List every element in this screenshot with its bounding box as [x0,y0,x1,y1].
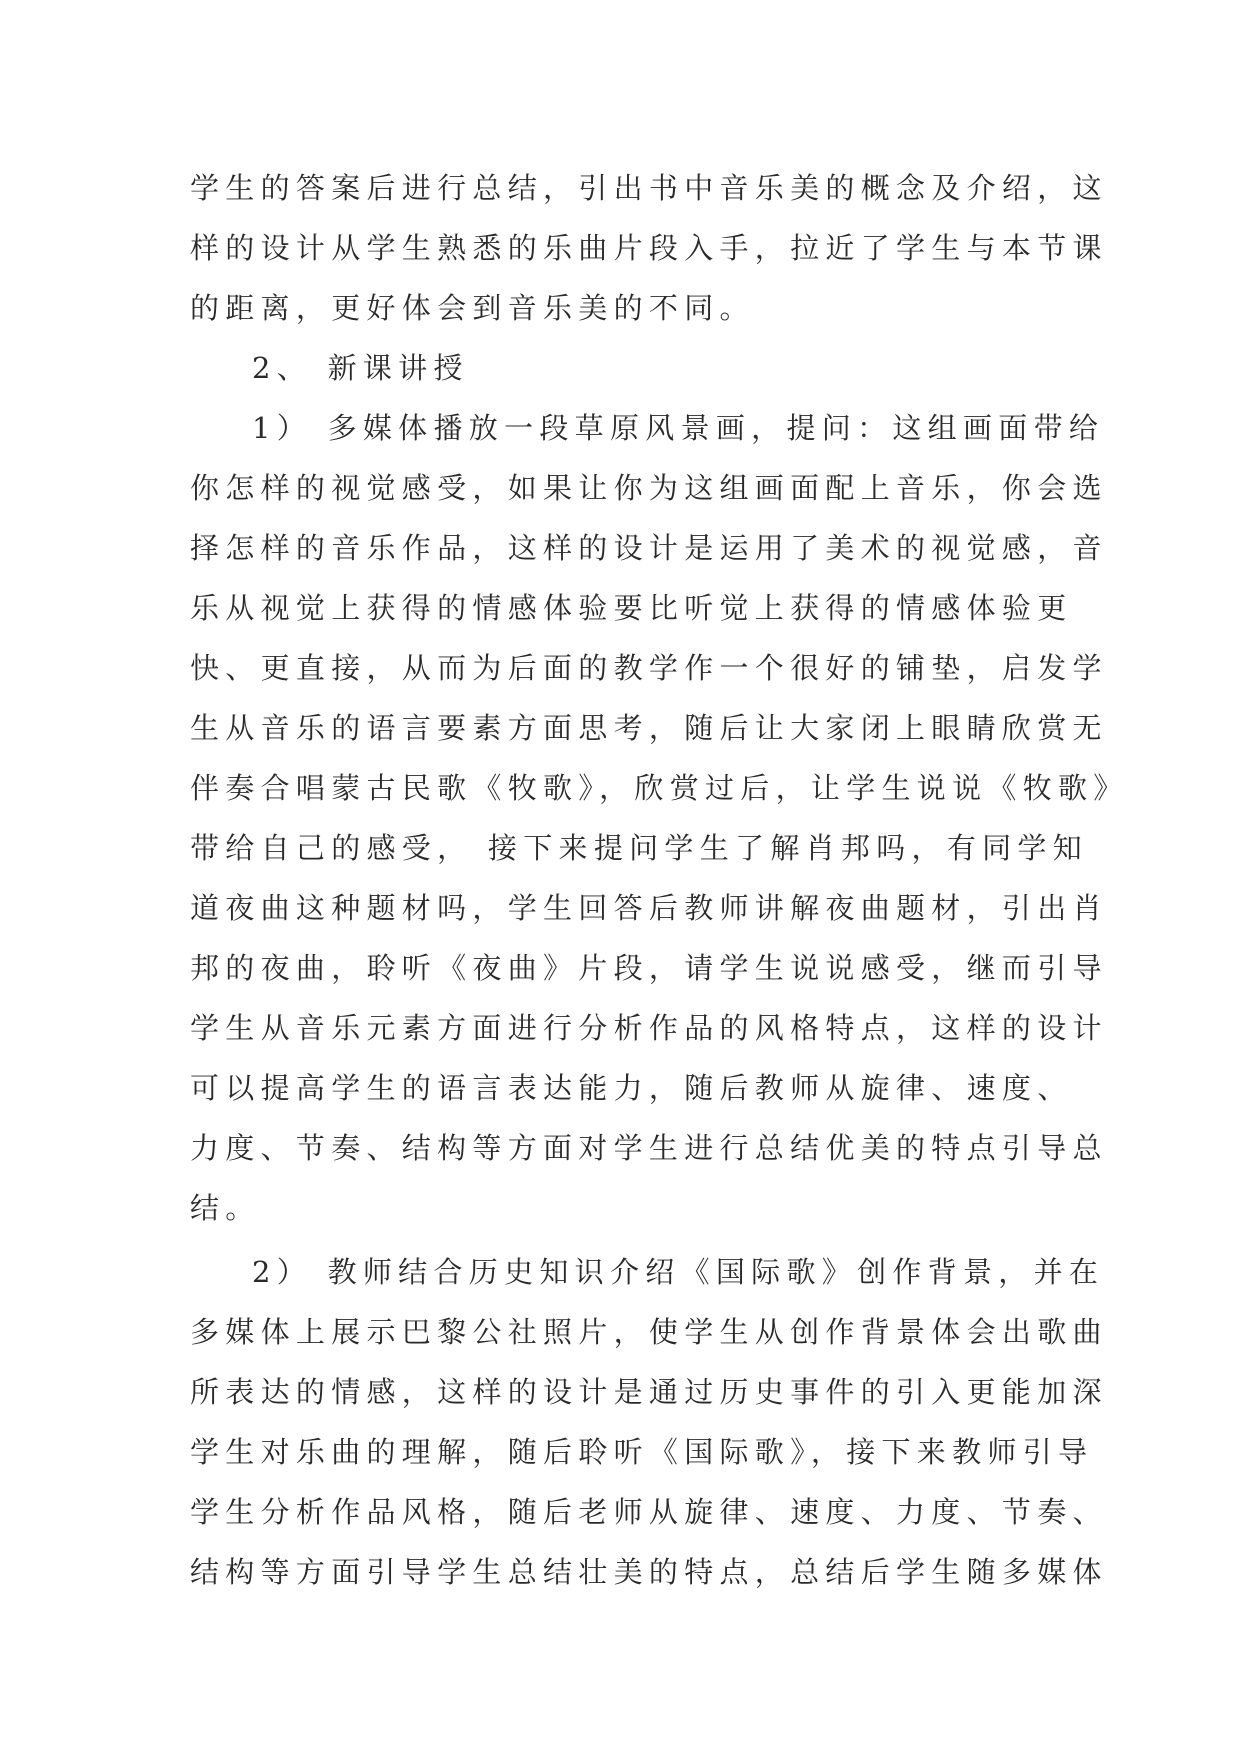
text-line: 择怎样的音乐作品，这样的设计是运用了美术的视觉感，音 [190,531,1108,565]
body-text [190,158,1129,1602]
text-line: 快、更直接，从而为后面的教学作一个很好的铺垫，启发学 [190,651,1108,685]
text-line: 带给自己的感受， 接下来提问学生了解肖邦吗，有同学知 [190,831,1089,865]
text-line: 所表达的情感，这样的设计是通过历史事件的引入更能加深 [190,1375,1108,1409]
text-line: 多媒体上展示巴黎公社照片，使学生从创作背景体会出歌曲 [190,1315,1108,1349]
text-line: 力度、节奏、结构等方面对学生进行总结优美的特点引导总 [190,1131,1108,1165]
text-line: 你怎样的视觉感受，如果让你为这组画面配上音乐，你会选 [190,471,1108,505]
text-line: 样的设计从学生熟悉的乐曲片段入手，拉近了学生与本节课 [190,231,1108,265]
text-line: 学生从音乐元素方面进行分析作品的风格特点，这样的设计 [190,1011,1108,1045]
text-line: 学生分析作品风格，随后老师从旋律、速度、力度、节奏、 [190,1495,1108,1529]
text-line: 结。 [190,1191,261,1225]
text-line: 可以提高学生的语言表达能力，随后教师从旋律、速度、 [190,1071,1073,1105]
text-line: 1） 多媒体播放一段草原风景画，提问：这组画面带给 [252,411,1105,445]
text-line: 乐从视觉上获得的情感体验要比听觉上获得的情感体验更 [190,591,1073,625]
text-line: 道夜曲这种题材吗，学生回答后教师讲解夜曲题材，引出肖 [190,891,1108,925]
text-line: 的距离，更好体会到音乐美的不同。 [190,291,755,325]
text-line: 结构等方面引导学生总结壮美的特点，总结后学生随多媒体 [190,1555,1108,1589]
section-heading: 2、 新课讲授 [252,351,469,385]
text-line: 学生对乐曲的理解，随后聆听《国际歌》，接下来教师引导 [190,1435,1094,1469]
text-line: 2） 教师结合历史知识介绍《国际歌》创作背景，并在 [252,1255,1105,1289]
text-line: 伴奏合唱蒙古民歌《牧歌》，欣赏过后，让学生说说《牧歌》 [190,771,1129,805]
text-line: 生从音乐的语言要素方面思考，随后让大家闭上眼睛欣赏无 [190,711,1108,745]
text-line: 学生的答案后进行总结，引出书中音乐美的概念及介绍，这 [190,171,1108,205]
text-line: 邦的夜曲，聆听《夜曲》片段，请学生说说感受，继而引导 [190,951,1108,985]
